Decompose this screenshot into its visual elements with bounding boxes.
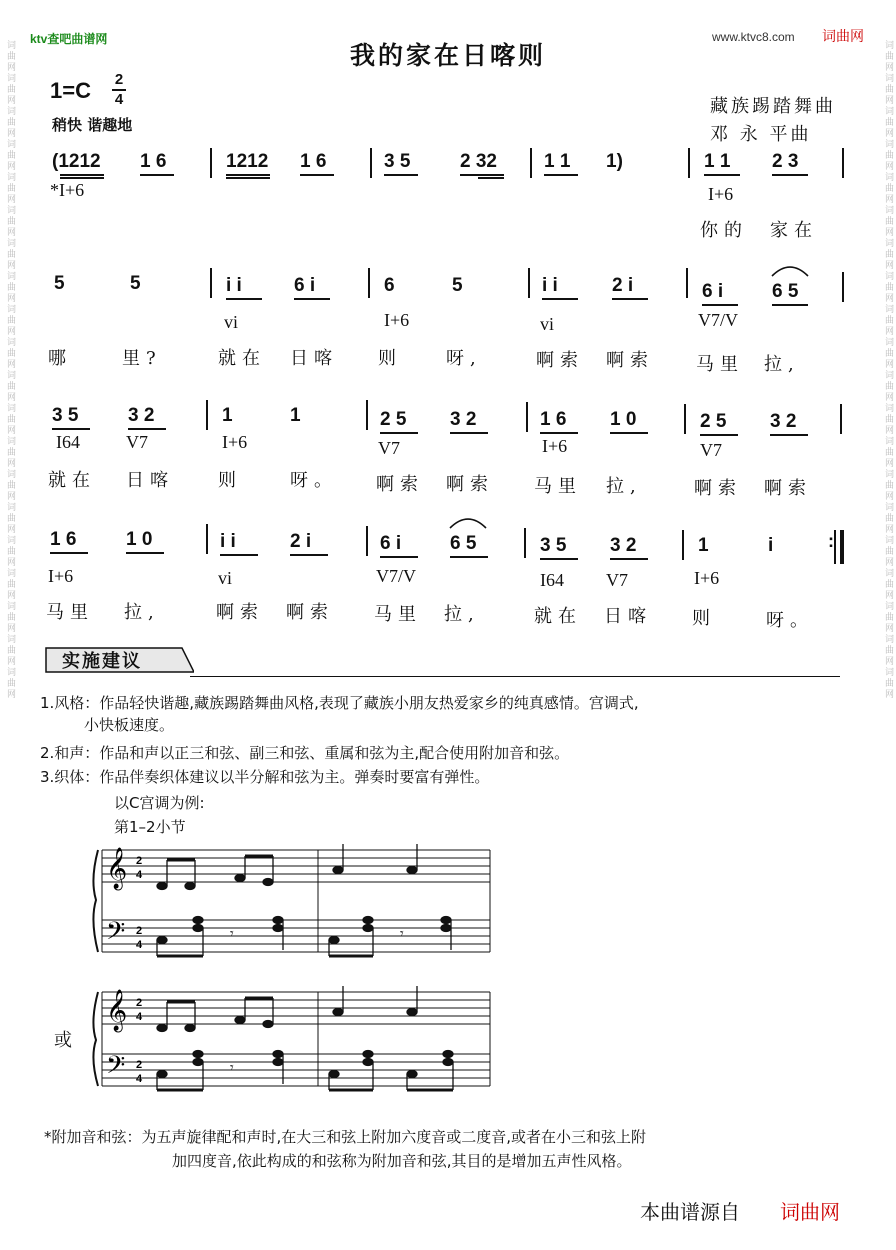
note-group: 5 [130,273,141,294]
final-bar-line [840,530,844,564]
svg-text:4: 4 [136,1073,143,1085]
note-group: 1 1 [704,151,731,172]
section-divider [190,676,840,677]
beam-line [460,174,504,176]
note-group: 2 5 [700,411,727,432]
lyric: 马里 [696,354,744,375]
lyric: 啊索 [376,474,424,495]
svg-text:4: 4 [136,939,143,951]
beam-line [450,556,488,558]
note-group: 2 5 [380,409,407,430]
note-group: 2 i [290,531,312,552]
beam-line [128,428,166,430]
lyric: 就在 [534,606,582,627]
lyric: 哪 [48,348,72,369]
chord-symbol: vi [218,568,233,588]
bar-line [842,148,844,178]
source-credit: 本曲谱源自 [640,1200,740,1224]
beam-line [126,552,164,554]
note-group: 1 [698,535,709,556]
svg-text:𝄾: 𝄾 [400,926,404,942]
bar-line [370,148,372,178]
note-group: 1 [222,405,233,426]
svg-text:𝄢: 𝄢 [106,1051,126,1086]
beam-line [52,428,90,430]
chord-symbol: V7 [700,440,722,460]
chord-symbol: *I+6 [50,180,85,200]
svg-text:𝄢: 𝄢 [106,917,126,952]
note-group: 1 6 [50,529,77,550]
lyric: 拉, [124,602,160,623]
note-group: 3 2 [128,405,155,426]
svg-text:2: 2 [136,997,143,1009]
suggestion-style: 1.风格：作品轻快谐趣,藏族踢踏舞曲风格,表现了藏族小朋友热爱家乡的纯真感情。宫调式, [40,694,639,712]
beam-line [300,174,334,176]
beam-line [226,298,262,300]
beam-line [612,298,648,300]
bar-line [530,148,532,178]
beam-line [478,177,504,179]
chord-symbol: I+6 [708,184,734,204]
note-group: 1212 [226,151,269,172]
note-group: i [768,535,774,556]
note-group: 3 5 [384,151,411,172]
example-key-label: 以C宫调为例: [114,794,205,812]
svg-text:2: 2 [136,1059,143,1071]
beam-line [770,434,808,436]
lyric: 啊索 [446,474,494,495]
note-group: 1 [290,405,301,426]
note-group: 5 [54,273,65,294]
chord-symbol: I64 [540,570,564,590]
bar-line [686,268,688,298]
note-group: 1 6 [140,151,167,172]
lyric: 日喀 [604,606,652,627]
lyric: 马里 [534,476,582,497]
lyric: 啊索 [694,478,742,499]
chord-symbol: vi [540,314,555,334]
chord-symbol: I+6 [222,432,248,452]
beam-line [60,177,104,179]
lyric: 啊索 [606,350,654,371]
site-watermark: ktv查吧曲谱网 [30,32,108,46]
bar-line [684,404,686,434]
note-group: 1 6 [540,409,567,430]
lyric: 日喀 [290,348,338,369]
note-group: 1 6 [300,151,327,172]
beam-line [704,174,740,176]
lyric: 则 [692,608,716,629]
beam-line [544,174,578,176]
lyric: 则 [378,348,402,369]
lyric: 拉, [444,604,480,625]
beam-line [610,432,648,434]
beam-line [220,554,258,556]
source-brand: 词曲网 [780,1200,840,1224]
lyric: 马里 [46,602,94,623]
suggestion-harmony: 2.和声：作品和声以正三和弦、副三和弦、重属和弦为主,配合使用附加音和弦。 [40,744,570,762]
composer-credit: 邓 永 平曲 [710,124,812,145]
lyric: 呀。 [766,610,814,631]
svg-text:4: 4 [136,1011,143,1023]
svg-text:𝄾: 𝄾 [230,926,234,942]
beam-line [140,174,174,176]
lyric: 呀, [446,348,482,369]
song-title: 我的家在日喀则 [349,41,546,70]
style-credit: 藏族踢踏舞曲 [710,96,836,117]
beam-line [610,558,648,560]
beam-line [290,554,328,556]
brand-watermark: 词曲网 [822,28,864,44]
svg-text:4: 4 [136,869,143,881]
tempo-marking: 稍快 谐趣地 [52,116,133,134]
beam-line [226,177,270,179]
note-group: 6 5 [450,533,477,554]
note-group: 1 0 [126,529,153,550]
chord-symbol: I+6 [694,568,720,588]
svg-text:2: 2 [136,855,143,867]
footnote-line1: *附加音和弦：为五声旋律配和声时,在大三和弦上附加六度音或二度音,或者在小三和弦上附 [44,1128,647,1146]
bar-line [526,402,528,432]
bar-line [366,400,368,430]
lyric: 啊索 [764,478,812,499]
svg-text:2: 2 [136,925,143,937]
piano-staff-example-2 [90,970,500,1100]
lyric: 呀。 [290,470,338,491]
chord-symbol: V7/V [698,310,738,330]
svg-text:𝄞: 𝄞 [106,848,128,889]
note-group: 6 5 [772,281,799,302]
left-edge-watermark: 词曲网词曲网词曲网词曲网词曲网词曲网词曲网词曲网词曲网词曲网词曲网词曲网词曲网词曲网词曲网词曲网词曲网词曲网词曲网词曲网 [5,40,15,700]
note-group: 1 1 [544,151,571,172]
beam-line [772,174,808,176]
beam-line [380,556,418,558]
bar-line [368,268,370,298]
note-group: 2 3 [772,151,799,172]
lyric: 里? [122,348,162,369]
note-group: 2 i [612,275,634,296]
chord-symbol: V7 [378,438,400,458]
note-group: 6 i [294,275,316,296]
beam-line [702,304,738,306]
bar-line [206,400,208,430]
beam-line [700,434,738,436]
svg-text:𝄾: 𝄾 [230,1060,234,1076]
slur-mark [448,514,488,530]
time-top: 2 [114,71,124,88]
lyric: 啊索 [536,350,584,371]
lyric: 你的 [700,220,748,241]
lyric: 家在 [770,220,818,241]
note-group: 3 5 [540,535,567,556]
note-group: 6 i [380,533,402,554]
chord-symbol: I+6 [384,310,410,330]
bar-line [842,272,844,302]
lyric: 则 [218,470,242,491]
svg-text:𝄞: 𝄞 [106,990,128,1031]
note-group: 3 2 [450,409,477,430]
key-signature: 1=C [50,78,91,103]
suggestion-style-cont: 小快板速度。 [84,716,175,734]
chord-symbol: V7/V [376,566,416,586]
beam-line [542,298,578,300]
bar-line [688,148,690,178]
beam-line [540,432,578,434]
section-heading: 实施建议 [62,651,142,672]
beam-line [540,558,578,560]
note-group: i i [220,531,236,552]
chord-symbol: I+6 [542,436,568,456]
example-bars-label: 第1–2小节 [114,818,186,836]
chord-symbol: I64 [56,432,80,452]
time-signature [112,72,126,108]
bar-line [366,526,368,556]
note-group: 6 [384,275,395,296]
note-group: 3 2 [610,535,637,556]
beam-line [294,298,330,300]
note-group: 5 [452,275,463,296]
note-group: 1 0 [610,409,637,430]
note-group: 2 32 [460,151,497,172]
lyric: 拉, [764,354,800,375]
note-group: i i [542,275,558,296]
note-group: 1) [606,151,623,172]
lyric: 就在 [48,470,96,491]
footnote-line2: 加四度音,依此构成的和弦称为附加音和弦,其目的是增加五声性风格。 [172,1152,632,1170]
chord-symbol: V7 [606,570,628,590]
bar-line [682,530,684,560]
repeat-dots: : [828,531,834,551]
beam-line [60,174,104,176]
beam-line [226,174,270,176]
chord-symbol: vi [224,312,239,332]
bar-line [210,268,212,298]
site-url-watermark: www.ktvc8.com [712,30,795,44]
note-group: 3 2 [770,411,797,432]
lyric: 就在 [218,348,266,369]
bar-line [210,148,212,178]
beam-line [450,432,488,434]
bar-line [528,268,530,298]
note-group: i i [226,275,242,296]
beam-line [772,304,808,306]
chord-symbol: I+6 [48,566,74,586]
note-group: 3 5 [52,405,79,426]
right-edge-watermark: 词曲网词曲网词曲网词曲网词曲网词曲网词曲网词曲网词曲网词曲网词曲网词曲网词曲网词曲网词曲网词曲网词曲网词曲网词曲网词曲网 [883,40,893,700]
note-group: 6 i [702,281,724,302]
chord-symbol: V7 [126,432,148,452]
bar-line [834,530,836,564]
beam-line [50,552,88,554]
suggestion-texture: 3.织体：作品伴奏织体建议以半分解和弦为主。弹奏时要富有弹性。 [40,768,490,786]
note-group: (1212 [52,151,101,172]
bar-line [206,524,208,554]
or-label: 或 [54,1030,72,1051]
lyric: 马里 [374,604,422,625]
time-bottom: 4 [114,91,124,108]
bar-line [524,528,526,558]
lyric: 日喀 [126,470,174,491]
slur-mark [770,262,810,278]
lyric: 啊索 [216,602,264,623]
piano-staff-example-1 [90,840,500,970]
lyric: 啊索 [286,602,334,623]
bar-line [840,404,842,434]
beam-line [380,432,418,434]
lyric: 拉, [606,476,642,497]
beam-line [384,174,418,176]
